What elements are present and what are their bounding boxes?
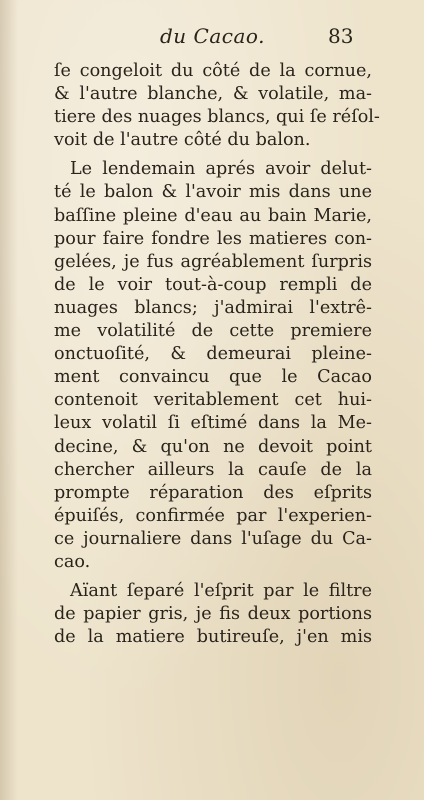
spine-shadow <box>0 0 18 800</box>
text-line: tiere des nuages blancs, qui ſe réſol- <box>54 107 380 128</box>
text-line: cao. <box>54 551 91 572</box>
text-line: de papier gris, je fis deux portions <box>54 604 372 625</box>
text-line: gelées, je fus agréablement ſurpris <box>54 251 372 272</box>
text-line: & l'autre blanche, & volatile, ma- <box>54 84 372 105</box>
text-line: onctuoſité, & demeurai pleine- <box>54 344 372 365</box>
text-line: Le lendemain aprés avoir delut- <box>70 159 372 180</box>
paragraph <box>54 158 372 574</box>
text-line: decine, & qu'on ne devoit point <box>54 436 372 457</box>
page-number: 83 <box>328 24 354 48</box>
text-line: contenoit veritablement cet hui- <box>54 390 372 411</box>
text-line: pour faire fondre les matieres con- <box>54 228 372 249</box>
text-line: baſſine pleine d'eau au bain Marie, <box>54 205 372 226</box>
text-line: ce journaliere dans l'uſage du Ca- <box>54 528 372 549</box>
text-line: voit de l'autre côté du balon. <box>54 130 311 151</box>
text-line: épuiſés, confirmée par l'experien- <box>54 505 372 526</box>
text-line: té le balon & l'avoir mis dans une <box>54 182 372 203</box>
text-line: leux volatil ſi eſtimé dans la Me- <box>54 413 372 434</box>
running-title: du Cacao. <box>160 24 265 48</box>
text-line: nuages blancs; j'admirai l'extrê- <box>54 297 372 318</box>
paragraph <box>54 580 372 649</box>
text-line: ment convaincu que le Cacao <box>54 367 372 388</box>
text-line: Aïant ſeparé l'eſprit par le filtre <box>70 581 372 602</box>
text-line: de la matiere butireuſe, j'en mis <box>54 627 372 648</box>
text-line: de le voir tout-à-coup rempli de <box>54 274 372 295</box>
text-line: chercher ailleurs la cauſe de la <box>54 459 372 480</box>
paragraph <box>54 60 380 152</box>
text-line: me volatilité de cette premiere <box>54 321 372 342</box>
body-text <box>54 60 380 649</box>
text-line: prompte réparation des eſprits <box>54 482 372 503</box>
text-line: ſe congeloit du côté de la cornue, <box>54 61 372 81</box>
page-header <box>0 24 424 50</box>
